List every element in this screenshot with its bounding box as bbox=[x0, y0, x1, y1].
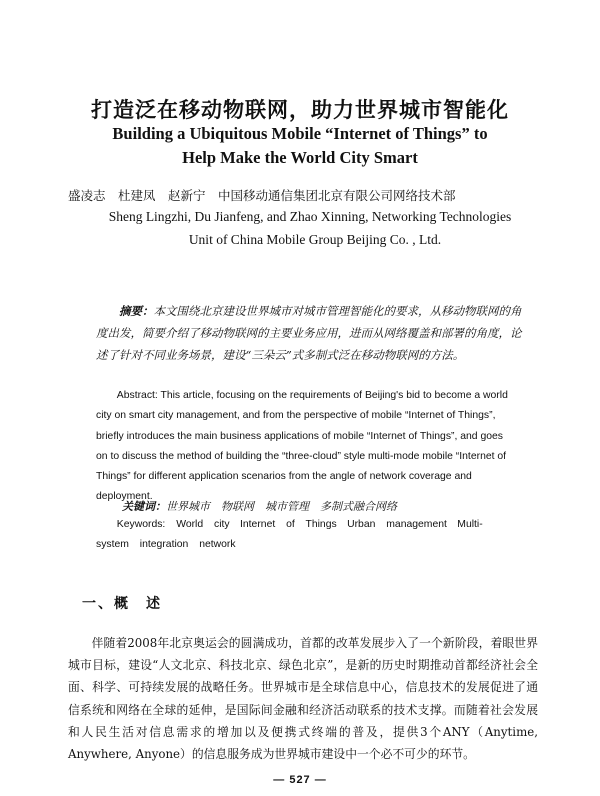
section-heading-overview: 一、概 述 bbox=[82, 596, 162, 612]
page-number: — 527 — bbox=[273, 774, 327, 786]
keywords-chinese bbox=[122, 498, 397, 514]
authors-english-line-1: Sheng Lingzhi, Du Jianfeng, and Zhao Xinning, Networking Technologies bbox=[108, 209, 512, 224]
abstract-english-label: Abstract: bbox=[116, 390, 158, 401]
title-chinese: 打造泛在移动物联网，助力世界城市智能化 bbox=[91, 97, 509, 122]
keywords-chinese-label: 关键词： bbox=[122, 500, 166, 513]
keywords-chinese-text: 世界城市 物联网 城市管理 多制式融合网络 bbox=[166, 500, 397, 513]
title-english-line-2: Help Make the World City Smart bbox=[182, 148, 418, 167]
abstract-chinese bbox=[96, 300, 522, 366]
abstract-english-text: This article, focusing on the requirements of Beijing's bid to become a world city on smart city management, and from the perspective of mobile “Internet of Things”, briefly introduces the main business applications of mobile “Internet of Things”, and goes on to discuss the method of building the “three-cloud” style multi-mode mobile “Internet of Things” for different application scenarios from the angle of network coverage and deployment. bbox=[96, 390, 508, 503]
authors-chinese: 盛凌志 杜建凤 赵新宁 中国移动通信集团北京有限公司网络技术部 bbox=[68, 188, 456, 203]
keywords-english-text: World city Internet of Things Urban management Multi-system integration network bbox=[96, 519, 483, 550]
abstract-chinese-text: 本文围绕北京建设世界城市对城市管理智能化的要求，从移动物联网的角度出发，简要介绍了移动物联网的主要业务应用，进而从网络覆盖和部署的角度，论述了针对不同业务场景，建设“三朵云”式多制式泛在移动物联网的方法。 bbox=[96, 304, 522, 362]
title-english-line-1: Building a Ubiquitous Mobile “Internet of Things” to bbox=[112, 124, 488, 143]
abstract-chinese-label: 摘要： bbox=[119, 304, 154, 318]
authors-english-line-2: Unit of China Mobile Group Beijing Co. , Ltd. bbox=[188, 232, 442, 247]
body-paragraph: 伴随着2008年北京奥运会的圆满成功，首都的改革发展步入了一个新阶段，着眼世界城市目标，建设“人文北京、科技北京、绿色北京”，是新的历史时期推动首都经济社会全面、科学、可持续发展的战略任务。世界城市是全球信息中心，信息技术的发展促进了通信系统和网络在全球的延伸，是国际间金融和经济活动联系的技术支撑。而随着社会发展和人民生活对信息需求的增加以及便携式终端的普及，提供3个ANY（Anytime, Anywhere, Anyone）的信息服务成为世界城市建设中一个必不可少的环节。 bbox=[68, 636, 538, 762]
keywords-english bbox=[96, 515, 514, 555]
abstract-english bbox=[96, 386, 514, 508]
keywords-english-label: Keywords: bbox=[116, 519, 166, 530]
